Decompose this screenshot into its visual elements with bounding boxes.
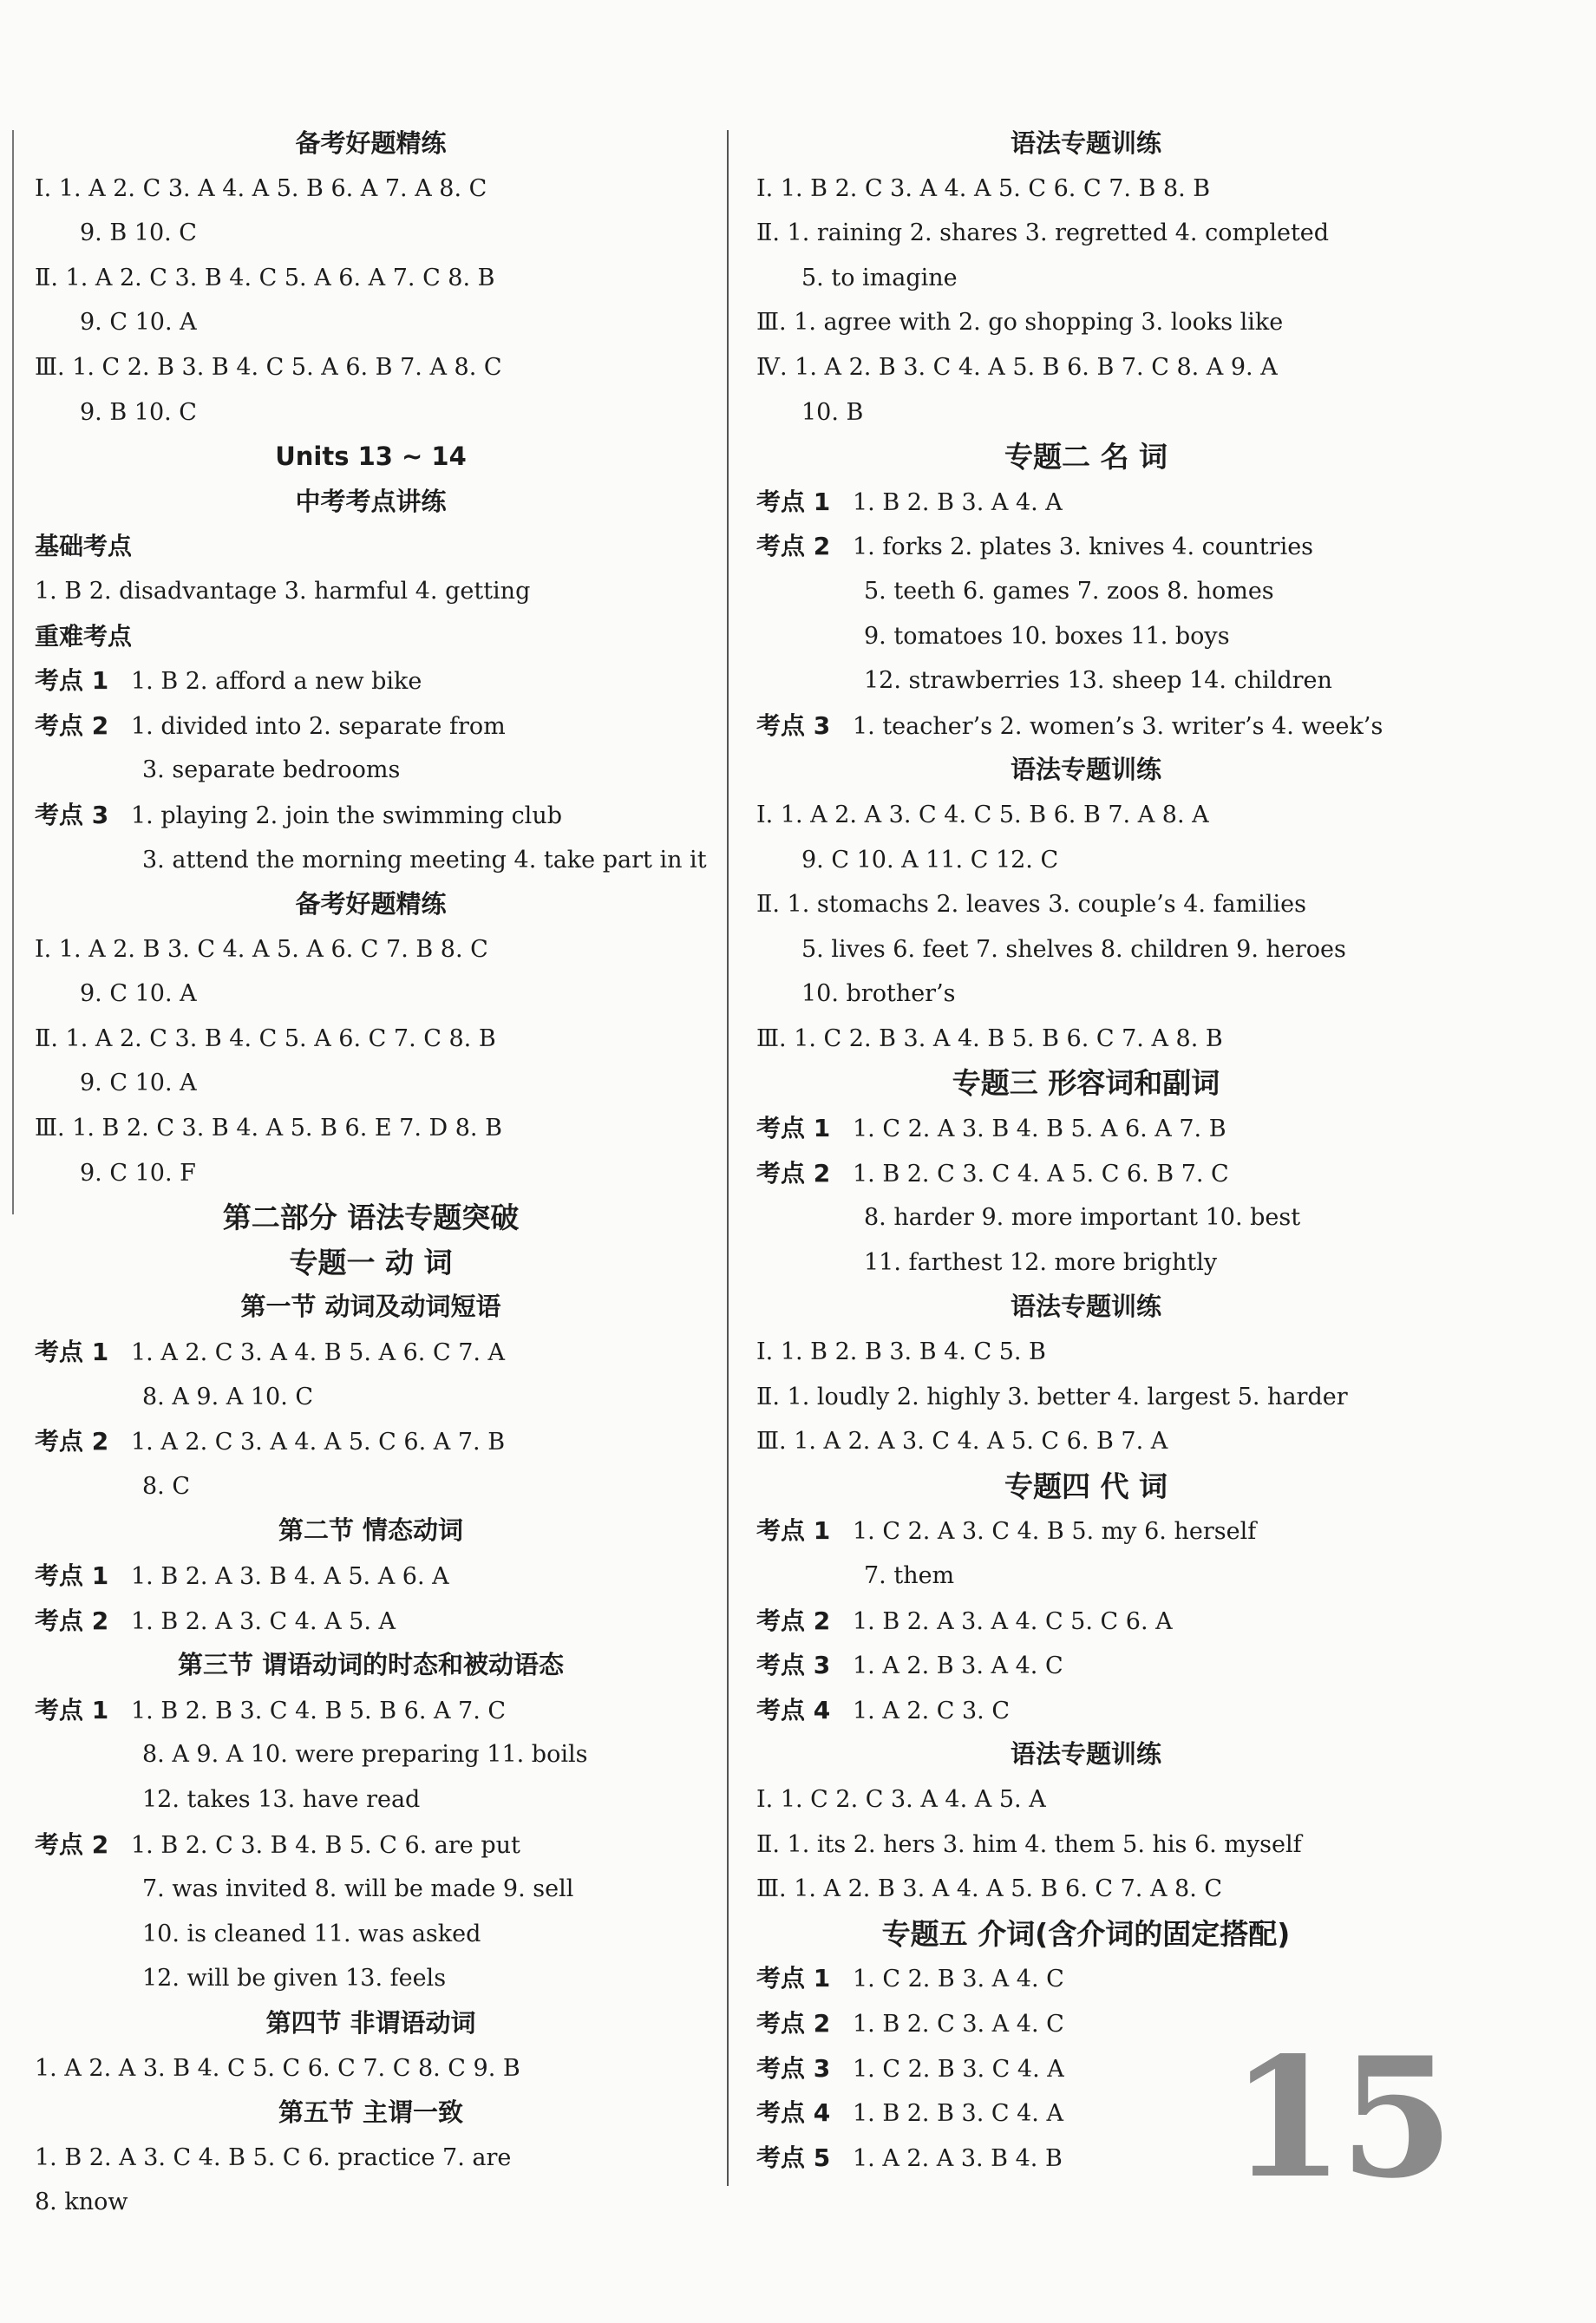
answer-line: Ⅲ. 1. C 2. B 3. A 4. B 5. B 6. C 7. A 8. B [756,1024,1223,1052]
answer-line: Ⅱ. 1. A 2. C 3. B 4. C 5. A 6. A 7. C 8. B [35,264,495,291]
kaodian-tag: 考点 3 [756,710,831,740]
kaodian-tag: 考点 2 [35,710,109,740]
answer-text: 1. playing 2. join the swimming club [130,802,562,829]
kaodian-tag: 考点 3 [35,800,109,829]
topic-title: 专题五 介词(含介词的固定搭配) [881,1916,1291,1951]
answer-line: Ⅲ. 1. A 2. A 3. C 4. A 5. C 6. B 7. A [756,1428,1168,1456]
answer-line: 5. teeth 6. games 7. zoos 8. homes [864,577,1274,605]
kaodian-tag: 考点 2 [756,2008,831,2038]
kaodian-tag: 考点 1 [35,1338,109,1367]
topic-title: 专题一 动 词 [289,1245,453,1279]
answer-line: 8. A 9. A 10. were preparing 11. boils [142,1741,588,1769]
answer-line: 5. to imagine [801,264,958,291]
kaodian-row [756,703,1416,749]
answer-text: 1. teacher’s 2. women’s 3. writer’s 4. week’s [852,712,1383,740]
answer-text: 1. A 2. C 3. A 4. B 5. A 6. C 7. A [130,1339,506,1367]
kaodian-tag: 考点 4 [756,1695,831,1724]
kaodian-tag: 考点 1 [35,1561,109,1590]
kaodian-tag: 考点 2 [35,1606,109,1635]
answer-text: 1. C 2. B 3. C 4. A [852,2055,1064,2083]
section-title: 中考考点讲练 [295,486,447,516]
answer-line: Ⅰ. 1. A 2. B 3. C 4. A 5. A 6. C 7. B 8. C [35,935,488,963]
topic-title: 专题二 名 词 [1004,440,1168,474]
page-number: 15 [1230,2021,1449,2215]
answer-text: 1. divided into 2. separate from [130,712,506,740]
section-title: 语法专题训练 [1010,1292,1161,1322]
answer-line: Ⅲ. 1. B 2. C 3. B 4. A 5. B 6. E 7. D 8. B [35,1115,502,1142]
kaodian-tag: 考点 2 [756,1158,831,1188]
answer-line: 7. was invited 8. will be made 9. sell [142,1875,574,1903]
answer-text: 1. B 2. C 3. B 4. B 5. C 6. are put [130,1831,520,1859]
subsection-label: 基础考点 [35,532,133,561]
answer-text: 1. B 2. A 3. B 4. A 5. A 6. A [130,1563,449,1590]
kaodian-tag: 考点 1 [756,1516,831,1546]
section-title: 第一节 动词及动词短语 [240,1292,501,1322]
answer-text: 1. C 2. A 3. B 4. B 5. A 6. A 7. B [852,1116,1226,1143]
answer-text: 1. B 2. B 3. C 4. B 5. B 6. A 7. C [130,1697,507,1724]
answer-text: 1. B 2. B 3. C 4. A [852,2100,1063,2128]
kaodian-tag: 考点 2 [756,1606,831,1635]
section-title: 语法专题训练 [1010,1739,1161,1770]
answer-line: 12. takes 13. have read [142,1785,421,1813]
kaodian-row [756,480,1416,525]
units-title: Units 13 ~ 14 [275,442,467,472]
kaodian-row [35,793,707,838]
kaodian-row [756,1151,1416,1196]
kaodian-row [756,1599,1416,1644]
section-title: 语法专题训练 [1010,755,1161,785]
section-title: 第二节 情态动词 [278,1515,464,1546]
answer-line: 10. brother’s [801,980,956,1008]
column-divider [727,130,729,2186]
kaodian-row [35,1599,707,1644]
answer-text: 1. forks 2. plates 3. knives 4. countries [852,533,1314,561]
left-column [35,121,707,2225]
kaodian-row [756,1106,1416,1151]
kaodian-tag: 考点 3 [756,1651,831,1680]
section-title: 第四节 非谓语动词 [265,2007,476,2038]
answer-text: 1. B 2. A 3. A 4. C 5. C 6. A [852,1607,1173,1635]
answer-line: Ⅳ. 1. A 2. B 3. C 4. A 5. B 6. B 7. C 8. A 9. A [756,353,1278,381]
answer-line: 8. know [35,2189,128,2216]
kaodian-row [756,1643,1416,1688]
answer-text: 1. B 2. A 3. C 4. A 5. A [130,1607,396,1635]
section-title: 第三节 谓语动词的时态和被动语态 [177,1650,565,1680]
answer-line: 1. B 2. A 3. C 4. B 5. C 6. practice 7. are [35,2143,512,2171]
answer-line: 8. harder 9. more important 10. best [864,1204,1301,1232]
answer-line: 3. attend the morning meeting 4. take part in it [142,846,707,874]
answer-text: 1. B 2. C 3. A 4. C [852,2010,1064,2038]
answer-text: 1. A 2. C 3. A 4. A 5. C 6. A 7. B [130,1429,506,1456]
kaodian-tag: 考点 3 [756,2053,831,2083]
answer-line: 10. B [801,398,864,426]
answer-line: Ⅲ. 1. C 2. B 3. B 4. C 5. A 6. B 7. A 8. C [35,353,502,381]
answer-line: Ⅲ. 1. A 2. B 3. A 4. A 5. B 6. C 7. A 8. C [756,1875,1223,1903]
kaodian-row [756,524,1416,569]
answer-line: 9. B 10. C [80,219,197,247]
kaodian-tag: 考点 2 [35,1427,109,1456]
left-margin-rule [12,130,14,1214]
answer-line: 9. C 10. A [80,980,197,1008]
answer-line: 10. is cleaned 11. was asked [142,1920,481,1947]
kaodian-row [35,658,707,703]
answer-line: 9. tomatoes 10. boxes 11. boys [864,622,1230,650]
section-title: 第五节 主谓一致 [278,2097,464,2128]
answer-line: 11. farthest 12. more brightly [864,1248,1218,1276]
kaodian-tag: 考点 1 [35,1695,109,1724]
answer-text: 1. B 2. afford a new bike [130,668,422,696]
answer-text: 1. C 2. A 3. C 4. B 5. my 6. herself [852,1518,1257,1546]
answer-line: 5. lives 6. feet 7. shelves 8. children 9. heroes [801,935,1346,963]
answer-line: Ⅰ. 1. C 2. C 3. A 4. A 5. A [756,1785,1046,1813]
kaodian-tag: 考点 4 [756,2098,831,2128]
kaodian-tag: 考点 1 [35,666,109,696]
subsection-label: 重难考点 [35,621,133,651]
answer-line: Ⅰ. 1. A 2. A 3. C 4. C 5. B 6. B 7. A 8. A [756,801,1209,828]
topic-title: 专题三 形容词和副词 [952,1066,1220,1101]
answer-line: Ⅲ. 1. agree with 2. go shopping 3. looks like [756,309,1284,337]
answer-line: 1. B 2. disadvantage 3. harmful 4. getting [35,577,531,605]
answer-line: 9. C 10. A [80,309,197,337]
kaodian-row [35,1419,707,1464]
kaodian-tag: 考点 1 [756,1114,831,1143]
kaodian-row [756,1508,1416,1554]
answer-line: Ⅱ. 1. raining 2. shares 3. regretted 4. completed [756,219,1330,247]
answer-line: Ⅱ. 1. its 2. hers 3. him 4. them 5. his 6. myself [756,1830,1302,1858]
answer-text: 1. B 2. B 3. A 4. A [852,488,1063,516]
kaodian-tag: 考点 2 [756,532,831,561]
kaodian-tag: 考点 1 [756,1964,831,1993]
kaodian-tag: 考点 2 [35,1829,109,1859]
kaodian-row [35,1822,707,1868]
answer-line: 12. strawberries 13. sheep 14. children [864,667,1332,695]
answer-line: 8. C [142,1472,191,1500]
answer-line: Ⅱ. 1. A 2. C 3. B 4. C 5. A 6. C 7. C 8. B [35,1024,496,1052]
answer-line: 1. A 2. A 3. B 4. C 5. C 6. C 7. C 8. C 9. B [35,2054,520,2082]
answer-line: Ⅰ. 1. B 2. B 3. B 4. C 5. B [756,1338,1046,1366]
kaodian-row [756,1956,1416,2001]
kaodian-row [756,1688,1416,1733]
answer-line: 7. them [864,1562,955,1589]
answer-line: Ⅱ. 1. loudly 2. highly 3. better 4. largest 5. harder [756,1383,1348,1410]
topic-title: 专题四 代 词 [1004,1469,1168,1503]
right-column [756,121,1416,2180]
kaodian-tag: 考点 5 [756,2143,831,2172]
answer-line: 8. A 9. A 10. C [142,1383,314,1410]
answer-text: 1. A 2. C 3. C [852,1697,1010,1724]
answer-text: 1. C 2. B 3. A 4. C [852,1966,1064,1993]
answer-line: 9. B 10. C [80,398,197,426]
answer-line: 3. separate bedrooms [142,756,401,784]
kaodian-row [35,1688,707,1733]
answer-line: 9. C 10. F [80,1159,196,1187]
section-title: 备考好题精练 [295,889,447,919]
answer-line: 9. C 10. A 11. C 12. C [801,846,1059,874]
kaodian-row [35,703,707,749]
kaodian-row [35,1554,707,1599]
answer-line: 9. C 10. A [80,1070,197,1097]
kaodian-tag: 考点 1 [756,487,831,516]
kaodian-row [35,1330,707,1375]
answer-text: 1. A 2. A 3. B 4. B [852,2144,1063,2172]
section-title: 语法专题训练 [1010,128,1161,158]
answer-line: 12. will be given 13. feels [142,1965,447,1993]
section-title: 备考好题精练 [295,128,447,158]
answer-line: Ⅱ. 1. stomachs 2. leaves 3. couple’s 4. families [756,891,1306,919]
answer-text: 1. B 2. C 3. C 4. A 5. C 6. B 7. C [852,1160,1229,1188]
part-title: 第二部分 语法专题突破 [222,1201,520,1235]
answer-line: Ⅰ. 1. A 2. C 3. A 4. A 5. B 6. A 7. A 8. C [35,174,487,202]
answer-text: 1. A 2. B 3. A 4. C [852,1652,1063,1680]
answer-line: Ⅰ. 1. B 2. C 3. A 4. A 5. C 6. C 7. B 8. B [756,174,1211,202]
